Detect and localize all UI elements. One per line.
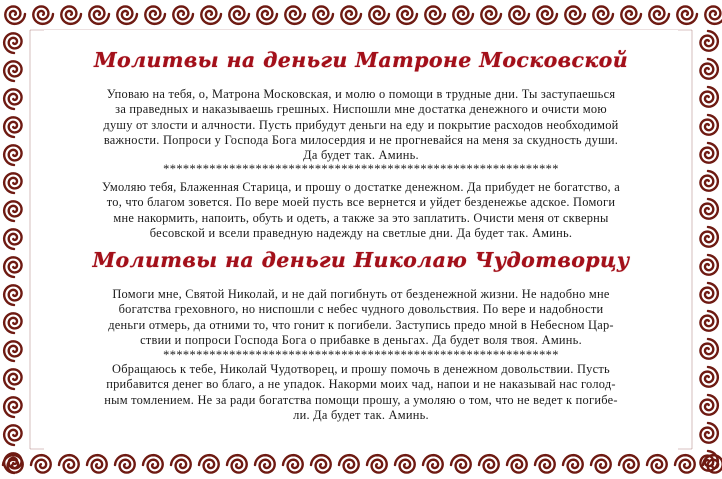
spiral-scroll-icon	[4, 369, 21, 389]
spiral-scroll-icon	[89, 6, 109, 23]
spiral-scroll-icon	[453, 6, 473, 23]
spiral-scroll-icon	[311, 455, 331, 472]
text-line: Уповаю на тебя, о, Матрона Московская, и молю о помощи в трудные дни. Ты заступаешься	[106, 87, 616, 101]
prayer-matrona-2	[44, 180, 678, 241]
spiral-scroll-icon	[4, 341, 21, 361]
spiral-scroll-icon	[4, 61, 21, 81]
text-line: Обращаюсь к тебе, Николай Чудотворец, и прошу помочь в денежном довольствии. Пусть	[112, 362, 610, 376]
text-line: деньги отмерь, да отними то, что гонит к погибели. Заступись предо мной в Небесном Цар-	[108, 317, 614, 332]
spiral-scroll-icon	[4, 285, 21, 305]
spiral-scroll-icon	[115, 455, 135, 472]
spiral-scroll-icon	[700, 31, 717, 51]
spiral-scroll-icon	[700, 59, 717, 79]
text-line: важности. Попроси у Господа Бога милосердия и не прогневайся на меня за скудность души.	[103, 132, 619, 147]
spiral-scroll-icon	[369, 6, 389, 23]
spiral-scroll-icon	[4, 117, 21, 137]
spiral-scroll-icon	[700, 227, 717, 247]
spiral-scroll-icon	[647, 455, 667, 472]
spiral-scroll-icon	[4, 313, 21, 333]
spiral-scroll-icon	[201, 6, 221, 23]
spiral-scroll-icon	[700, 115, 717, 135]
spiral-scroll-icon	[59, 455, 79, 472]
prayer-matrona-1	[44, 87, 678, 163]
spiral-scroll-icon	[4, 397, 21, 417]
text-line: то, что благом зовется. По вере моей пусть все вернется и уйдет безденежье адское. Помоги	[106, 195, 616, 210]
spiral-scroll-icon	[283, 455, 303, 472]
spiral-scroll-icon	[479, 455, 499, 472]
spiral-scroll-icon	[507, 455, 527, 472]
spiral-scroll-icon	[395, 455, 415, 472]
prayer-nikolai-2	[44, 362, 678, 423]
spiral-scroll-icon	[4, 257, 21, 277]
spiral-scroll-icon	[700, 395, 717, 415]
spiral-scroll-icon	[700, 199, 717, 219]
text-line: мне накормить, напоить, обуть и одеть, а также за это заплатить. Очисти меня от скверны	[113, 210, 609, 225]
spiral-scroll-icon	[117, 6, 137, 23]
spiral-scroll-icon	[199, 455, 219, 472]
spiral-scroll-icon	[4, 145, 21, 165]
spiral-scroll-icon	[700, 171, 717, 191]
spiral-scroll-icon	[33, 6, 53, 23]
spiral-scroll-icon	[700, 367, 717, 387]
spiral-scroll-icon	[4, 229, 21, 249]
spiral-scroll-icon	[451, 455, 471, 472]
spiral-scroll-icon	[700, 423, 717, 443]
spiral-scroll-icon	[700, 283, 717, 303]
spiral-scroll-icon	[5, 6, 25, 23]
spiral-scroll-icon	[705, 6, 722, 23]
spiral-scroll-icon	[425, 6, 445, 23]
spiral-scroll-icon	[87, 455, 107, 472]
text-line: Умоляю тебя, Блаженная Старица, и прошу о достатке денежном. Да прибудет не богатство, а	[102, 180, 620, 194]
spiral-scroll-icon	[143, 455, 163, 472]
spiral-scroll-icon	[4, 89, 21, 109]
spiral-scroll-icon	[649, 6, 669, 23]
spiral-scroll-icon	[61, 6, 81, 23]
spiral-scroll-icon	[700, 311, 717, 331]
section-title-matrona: Молитвы на деньги Матроне Московской	[93, 48, 629, 72]
text-line: Помоги мне, Святой Николай, и не дай погибнуть от безденежной жизни. Не надобно мне	[112, 287, 610, 301]
text-line: за праведных и наказываешь грешных. Ниспошли мне достатка денежного и очисти мою	[115, 102, 607, 117]
spiral-scroll-icon	[255, 455, 275, 472]
spiral-scroll-icon	[4, 201, 21, 221]
text-line: Да будет так. Аминь.	[303, 148, 419, 163]
separator-asterisks: ************************************************************	[163, 348, 559, 362]
spiral-scroll-icon	[565, 6, 585, 23]
spiral-scroll-icon	[145, 6, 165, 23]
spiral-scroll-icon	[339, 455, 359, 472]
spiral-scroll-icon	[700, 87, 717, 107]
prayer-page	[44, 30, 678, 450]
text-line: душу от злости и алчности. Пусть прибудут деньги на еду и покрытие расходов необходимой	[103, 117, 619, 132]
spiral-scroll-icon	[229, 6, 249, 23]
spiral-scroll-icon	[313, 6, 333, 23]
spiral-scroll-icon	[171, 455, 191, 472]
spiral-scroll-icon	[700, 339, 717, 359]
text-line: ствии и попроси Господа Бога о прибавке в деньгах. Да будет воля твоя. Аминь.	[140, 332, 582, 347]
prayer-nikolai-1	[44, 287, 678, 348]
spiral-scroll-icon	[397, 6, 417, 23]
spiral-scroll-icon	[619, 455, 639, 472]
spiral-scroll-icon	[227, 455, 247, 472]
spiral-scroll-icon	[509, 6, 529, 23]
spiral-scroll-icon	[700, 255, 717, 275]
text-line: ным томлением. Не за ради богатства помощи прошу, а умоляю о том, что не ведет к погибе-	[104, 392, 618, 407]
spiral-scroll-icon	[367, 455, 387, 472]
separator-asterisks: ************************************************************	[163, 162, 559, 176]
spiral-scroll-icon	[285, 6, 305, 23]
spiral-scroll-icon	[173, 6, 193, 23]
spiral-scroll-icon	[4, 33, 21, 53]
spiral-scroll-icon	[4, 173, 21, 193]
spiral-scroll-icon	[423, 455, 443, 472]
section-title-nikolai: Молитвы на деньги Николаю Чудотворцу	[92, 248, 630, 272]
spiral-scroll-icon	[563, 455, 583, 472]
spiral-scroll-icon	[535, 455, 555, 472]
text-line: богатства греховного, но ниспошли с небес чудного довольствия. По вере и надобности	[118, 302, 604, 317]
spiral-scroll-icon	[4, 425, 21, 445]
spiral-scroll-icon	[481, 6, 501, 23]
spiral-scroll-icon	[31, 455, 51, 472]
text-line: ли. Да будет так. Аминь.	[293, 407, 429, 422]
spiral-scroll-icon	[621, 6, 641, 23]
spiral-scroll-icon	[675, 455, 695, 472]
spiral-scroll-icon	[593, 6, 613, 23]
spiral-scroll-icon	[591, 455, 611, 472]
spiral-scroll-icon	[537, 6, 557, 23]
spiral-scroll-icon	[700, 143, 717, 163]
spiral-scroll-icon	[341, 6, 361, 23]
spiral-scroll-icon	[257, 6, 277, 23]
spiral-scroll-icon	[677, 6, 697, 23]
text-line: прибавится денег во благо, а не упадок. Накорми моих чад, напои и не наказывай нас голод-	[106, 377, 616, 392]
text-line: бесовской и всели праведную надежду на светлые дни. Да будет так. Аминь.	[149, 225, 573, 240]
